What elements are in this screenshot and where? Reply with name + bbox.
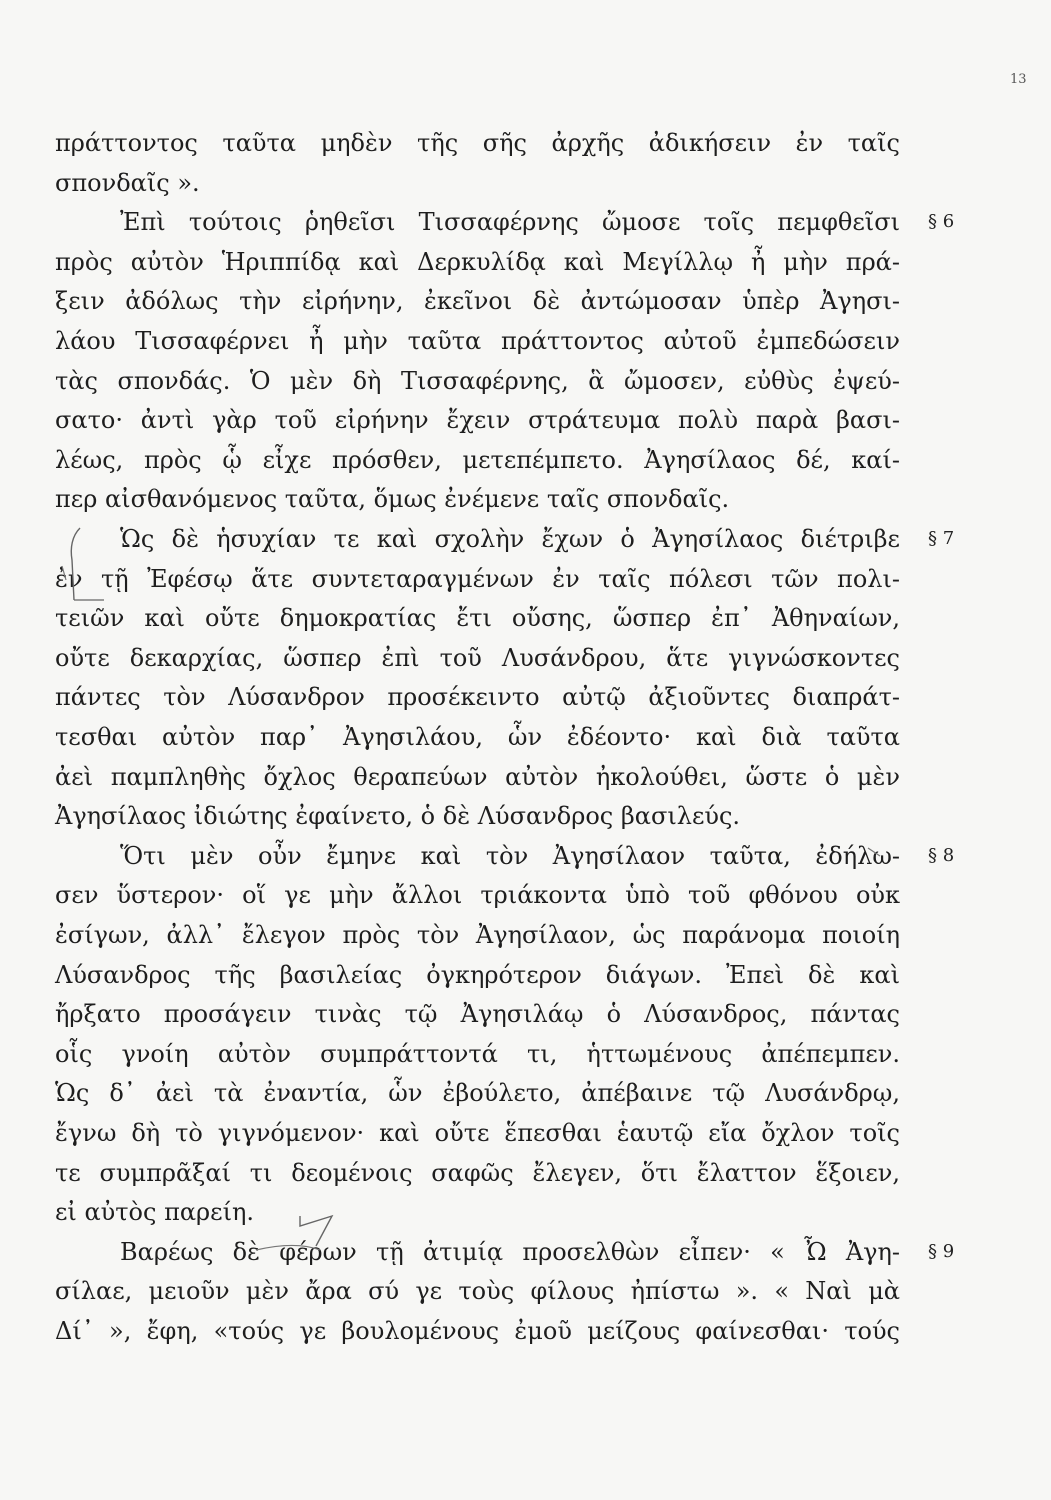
text-line: τειῶν καὶ οὔτε δημοκρατίας ἔτι οὔσης, ὥσπερ ἐπ᾽ Ἀθηναίων,	[55, 604, 900, 633]
text-line: Ὡς δ᾽ ἀεὶ τὰ ἐναντία, ὧν ἐβούλετο, ἀπέβαινε τῷ Λυσάνδρῳ,	[55, 1079, 900, 1108]
text-line: ἐσίγων, ἀλλ᾽ ἔλεγον πρὸς τὸν Ἀγησίλαον, ὡς παράνομα ποιοίη	[55, 921, 900, 949]
text-line: ξειν ἀδόλως τὴν εἰρήνην, ἐκεῖνοι δὲ ἀντώμοσαν ὑπὲρ Ἀγησι-	[55, 287, 900, 316]
text-line: σίλαε, μειοῦν μὲν ἄρα σύ γε τοὺς φίλους ἠπίστω ». « Ναὶ μὰ	[55, 1277, 900, 1306]
text-line: Ὅτι μὲν οὖν ἔμηνε καὶ τὸν Ἀγησίλαον ταῦτα, ἐδήλω-	[120, 841, 900, 870]
text-line: τεσθαι αὐτὸν παρ᾽ Ἀγησιλάου, ὧν ἐδέοντο· καὶ διὰ ταῦτα	[55, 723, 900, 751]
text-line: ἤρξατο προσάγειν τινὰς τῷ Ἀγησιλάῳ ὁ Λύσανδρος, πάντας	[55, 1000, 900, 1029]
text-line: Ὡς δὲ ἡσυχίαν τε καὶ σχολὴν ἔχων ὁ Ἀγησίλαος διέτριβε	[120, 525, 900, 553]
text-line: πρὸς αὐτὸν Ἡριππίδᾳ καὶ Δερκυλίδᾳ καὶ Μεγίλλῳ ἦ μὴν πρά-	[55, 247, 900, 276]
text-line: εἰ αὐτὸς παρείη.	[55, 1198, 255, 1227]
text-line: Ἀγησίλαος ἰδιώτης ἐφαίνετο, ὁ δὲ Λύσανδρος βασιλεύς.	[55, 802, 741, 831]
text-line: πράττοντος ταῦτα μηδὲν τῆς σῆς ἀρχῆς ἀδικήσειν ἐν ταῖς	[55, 129, 900, 157]
text-line: πάντες τὸν Λύσανδρον προσέκειντο αὐτῷ ἀξιοῦντες διαπράτ-	[55, 683, 900, 712]
section-marker: § 9	[928, 1240, 955, 1262]
text-line: οὔτε δεκαρχίας, ὥσπερ ἐπὶ τοῦ Λυσάνδρου, ἅτε γιγνώσκοντες	[55, 643, 900, 672]
text-line: τὰς σπονδάς. Ὁ μὲν δὴ Τισσαφέρνης, ἃ ὤμοσεν, εὐθὺς ἐψεύ-	[55, 366, 900, 395]
text-line: ἔγνω δὴ τὸ γιγνόμενον· καὶ οὔτε ἕπεσθαι ἑαυτῷ εἴα ὄχλον τοῖς	[55, 1119, 900, 1147]
text-line: σατο· ἀντὶ γὰρ τοῦ εἰρήνην ἔχειν στράτευμα πολὺ παρὰ βασι-	[55, 406, 900, 435]
text-line: σεν ὕστερον· οἵ γε μὴν ἄλλοι τριάκοντα ὑπὸ τοῦ φθόνου οὐκ	[55, 881, 900, 910]
text-line: τε συμπρᾶξαί τι δεομένοις σαφῶς ἔλεγεν, ὅτι ἔλαττον ἕξοιεν,	[55, 1158, 900, 1187]
text-line: λάου Τισσαφέρνει ἦ μὴν ταῦτα πράττοντος αὐτοῦ ἐμπεδώσειν	[55, 327, 900, 355]
text-line: λέως, πρὸς ᾧ εἶχε πρόσθεν, μετεπέμπετο. Ἀγησίλαος δέ, καί-	[55, 445, 900, 474]
text-line: σπονδαῖς ».	[55, 168, 200, 197]
text-line: ἀεὶ παμπληθὴς ὄχλος θεραπεύων αὐτὸν ἠκολούθει, ὥστε ὁ μὲν	[55, 762, 900, 791]
text-line: Λύσανδρος τῆς βασιλείας ὀγκηρότερον διάγων. Ἐπεὶ δὲ καὶ	[55, 960, 900, 989]
text-line: Βαρέως δὲ φέρων τῇ ἀτιμίᾳ προσελθὼν εἶπεν· « Ὦ Ἀγη-	[120, 1237, 900, 1266]
text-line: ἐν τῇ Ἐφέσῳ ἅτε συντεταραγμένων ἐν ταῖς πόλεσι τῶν πολι-	[55, 564, 900, 593]
text-line: Δί᾽ », ἔφη, «τούς γε βουλομένους ἐμοῦ μείζους φαίνεσθαι· τούς	[55, 1317, 900, 1345]
section-marker: § 8	[928, 844, 955, 866]
section-marker: § 7	[928, 528, 955, 549]
text-line: οἷς γνοίη αὐτὸν συμπράττοντά τι, ἡττωμένους ἀπέπεμπεν.	[55, 1039, 900, 1068]
page-number: 13	[1010, 72, 1027, 87]
text-line: περ αἰσθανόμενος ταῦτα, ὅμως ἐνέμενε ταῖς σπονδαῖς.	[55, 485, 730, 514]
text-line: Ἐπὶ τούτοις ῥηθεῖσι Τισσαφέρνης ὤμοσε τοῖς πεμφθεῖσι	[120, 208, 900, 237]
section-marker: § 6	[928, 211, 955, 233]
